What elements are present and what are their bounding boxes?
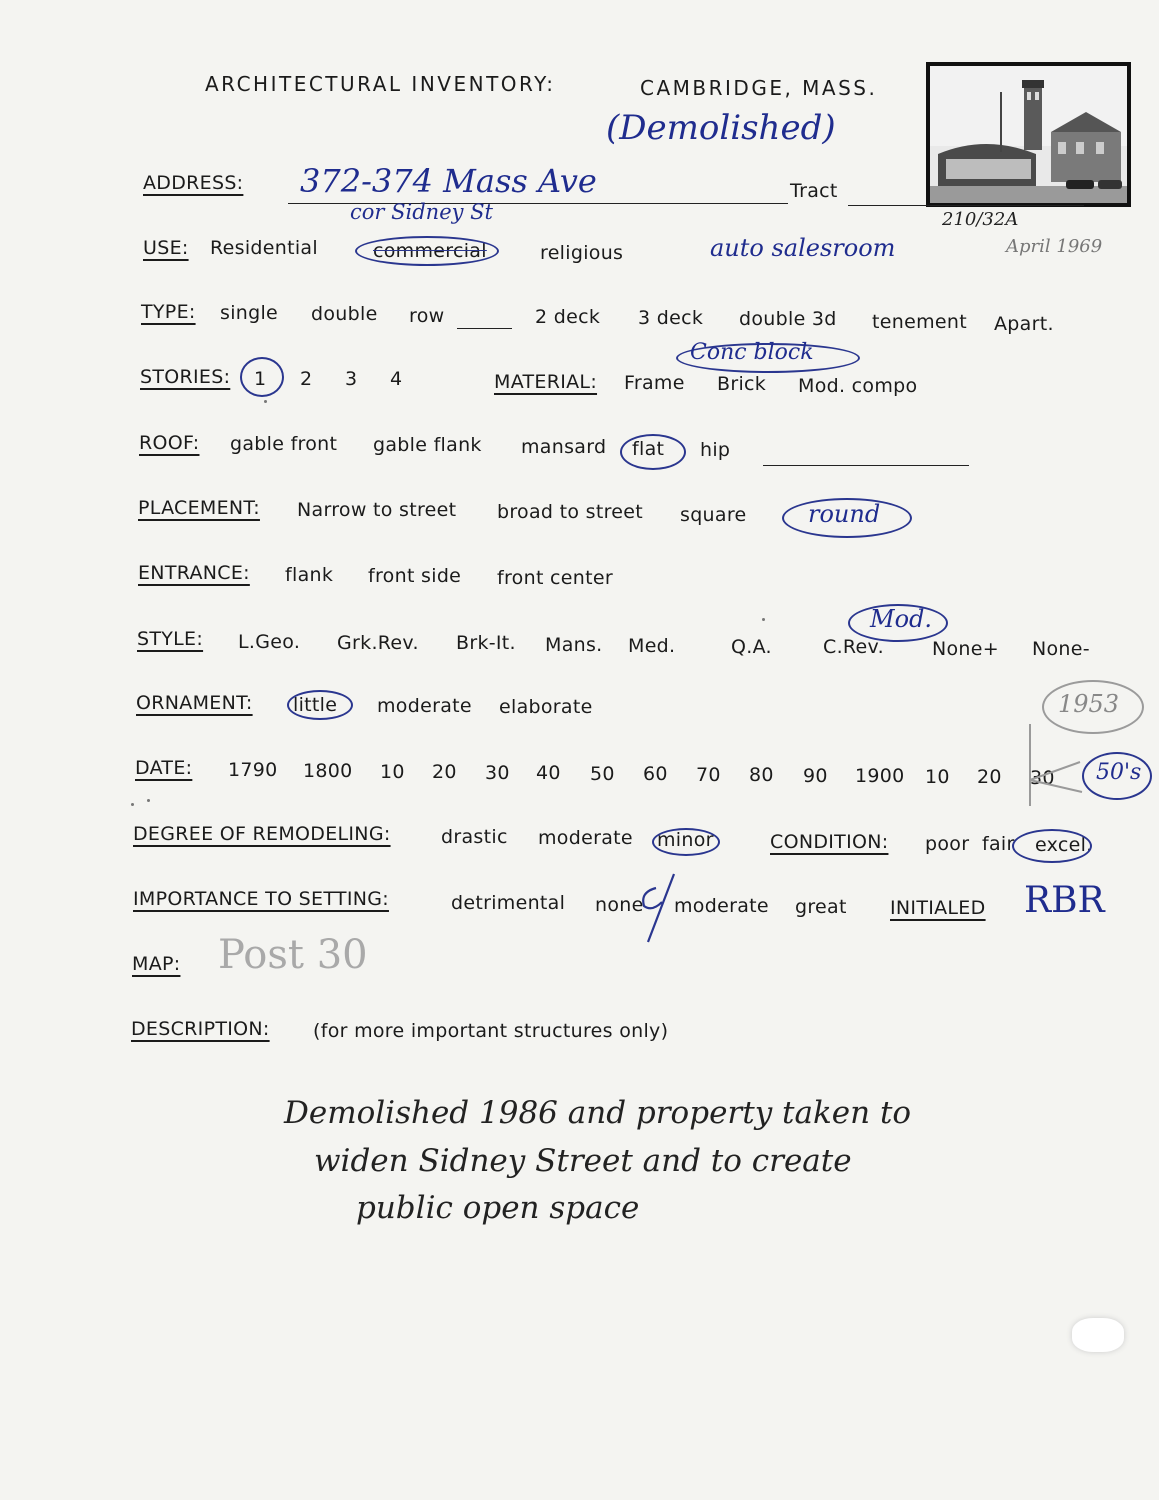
importance-option-detrimental: detrimental [451,892,566,914]
placement-note: round [808,500,881,528]
address-label: ADDRESS: [143,172,244,194]
importance-check-mark [630,870,686,946]
date-option-1930: 30 [1030,767,1055,789]
description-hint: (for more important structures only) [313,1020,669,1042]
placement-option-narrow: Narrow to street [297,499,457,521]
remodeling-option-drastic: drastic [441,826,508,848]
form-title: ARCHITECTURAL INVENTORY: [205,72,556,96]
ornament-option-little: little [293,694,338,716]
roof-option-flat: flat [632,438,665,460]
description-note-line-3: public open space [356,1190,640,1226]
tract-label: Tract [790,180,838,202]
address-value: 372-374 Mass Ave [300,162,597,200]
paper-speck [147,799,150,802]
stories-option-4: 4 [390,368,403,390]
demolished-note: (Demolished) [606,108,836,148]
date-option-80: 80 [749,764,774,786]
style-option-none-minus: None- [1032,638,1090,660]
paper-speck [264,400,267,403]
style-option-med: Med. [628,635,676,657]
ornament-label: ORNAMENT: [136,692,253,714]
type-option-2-deck: 2 deck [535,306,601,328]
initialed-label: INITIALED [890,897,986,919]
use-note: auto salesroom [710,234,896,262]
description-label: DESCRIPTION: [131,1018,270,1040]
material-option-mod-compo: Mod. compo [798,375,918,397]
photo-date: April 1969 [1006,236,1103,257]
date-option-20: 20 [432,761,457,783]
remodeling-selection-oval [652,828,720,856]
importance-option-great: great [795,896,847,918]
type-option-single: single [220,302,279,324]
date-option-70: 70 [696,764,721,786]
roof-other-underline [763,465,969,466]
roof-option-hip: hip [700,439,731,461]
ornament-selection-oval [287,690,353,720]
date-option-40: 40 [536,762,561,784]
stories-option-2: 2 [300,368,313,390]
entrance-option-front-center: front center [497,567,613,589]
photo-ref: 210/32A [942,209,1019,230]
date-option-1790: 1790 [228,759,278,781]
material-option-brick: Brick [717,373,767,395]
stories-option-3: 3 [345,368,358,390]
placement-option-broad: broad to street [497,501,644,523]
date-option-1920: 20 [977,766,1002,788]
paper-speck [762,618,765,621]
remodeling-option-moderate: moderate [538,827,633,849]
date-year-note: 1953 [1058,690,1120,718]
description-note-line-1: Demolished 1986 and property taken to [284,1095,912,1131]
type-option-3-deck: 3 deck [638,307,704,329]
entrance-label: ENTRANCE: [138,562,250,584]
style-note: Mod. [870,605,933,633]
tract-underline [848,205,1084,206]
condition-label: CONDITION: [770,831,889,853]
type-label: TYPE: [141,301,196,323]
style-option-q-a: Q.A. [731,636,772,658]
date-option-60: 60 [643,763,668,785]
initialed-value: RBR [1024,880,1105,921]
use-option-residential: Residential [210,237,318,259]
date-option-1910: 10 [925,766,950,788]
placement-option-square: square [680,504,747,526]
condition-option-fair: fair [982,833,1015,855]
date-decade-note: 50's [1096,760,1142,785]
address-cross-street: cor Sidney St [350,200,493,224]
placement-label: PLACEMENT: [138,497,260,519]
material-note: Conc block [690,340,814,365]
condition-option-poor: poor [925,833,970,855]
entrance-option-flank: flank [285,564,334,586]
importance-label: IMPORTANCE TO SETTING: [133,888,389,910]
style-option-l-geo: L.Geo. [238,631,301,653]
stories-selection-oval [240,357,284,397]
date-option-1800: 1800 [303,760,353,782]
date-option-50: 50 [590,763,615,785]
date-option-1900: 1900 [855,765,905,787]
style-option-grk-rev: Grk.Rev. [337,632,419,654]
description-note-line-2: widen Sidney Street and to create [314,1143,852,1179]
type-option-double: double [311,303,378,325]
remodeling-label: DEGREE OF REMODELING: [133,823,391,845]
type-option-row: row [409,305,445,327]
date-option-30: 30 [485,762,510,784]
paper-speck [131,803,134,806]
date-option-10: 10 [380,761,405,783]
importance-option-moderate: moderate [674,895,769,917]
stories-label: STORIES: [140,366,231,388]
map-label: MAP: [132,953,181,975]
importance-option-none: none [595,894,644,916]
material-label: MATERIAL: [494,371,598,393]
building-photo [926,62,1131,207]
date-option-90: 90 [803,765,828,787]
map-value: Post 30 [218,932,368,978]
style-option-c-rev: C.Rev. [823,636,884,658]
material-option-frame: Frame [624,372,685,394]
condition-option-excel: excel. [1035,834,1093,856]
style-option-none-plus: None+ [932,638,999,660]
type-option-double-3d: double 3d [739,308,837,330]
condition-selection-oval [1012,829,1092,863]
type-option-tenement: tenement [872,311,967,333]
roof-option-gable-front: gable front [230,433,338,455]
date-arrow-mark [1018,720,1098,810]
date-label: DATE: [135,757,193,779]
type-option-apart: Apart. [994,313,1054,335]
roof-option-mansard: mansard [521,436,607,458]
roof-label: ROOF: [139,432,200,454]
style-option-mans: Mans. [545,634,603,656]
style-option-brk-it: Brk-It. [456,632,516,654]
use-option-religious: religious [540,242,624,264]
roof-selection-oval [620,434,686,470]
remodeling-option-minor: minor [657,829,714,851]
type-row-underline [457,328,512,329]
use-option-commercial: commercial [373,240,487,262]
stories-option-1: 1 [254,368,267,390]
building-photo-icon [926,62,1131,207]
use-label: USE: [143,237,189,259]
style-label: STYLE: [137,628,204,650]
ornament-option-moderate: moderate [377,695,472,717]
use-selection-oval [355,236,499,266]
form-city: CAMBRIDGE, MASS. [640,76,878,100]
entrance-option-front-side: front side [368,565,462,587]
correction-fluid-mark [1072,1318,1124,1352]
roof-option-gable-flank: gable flank [373,434,482,456]
ornament-option-elaborate: elaborate [499,696,593,718]
